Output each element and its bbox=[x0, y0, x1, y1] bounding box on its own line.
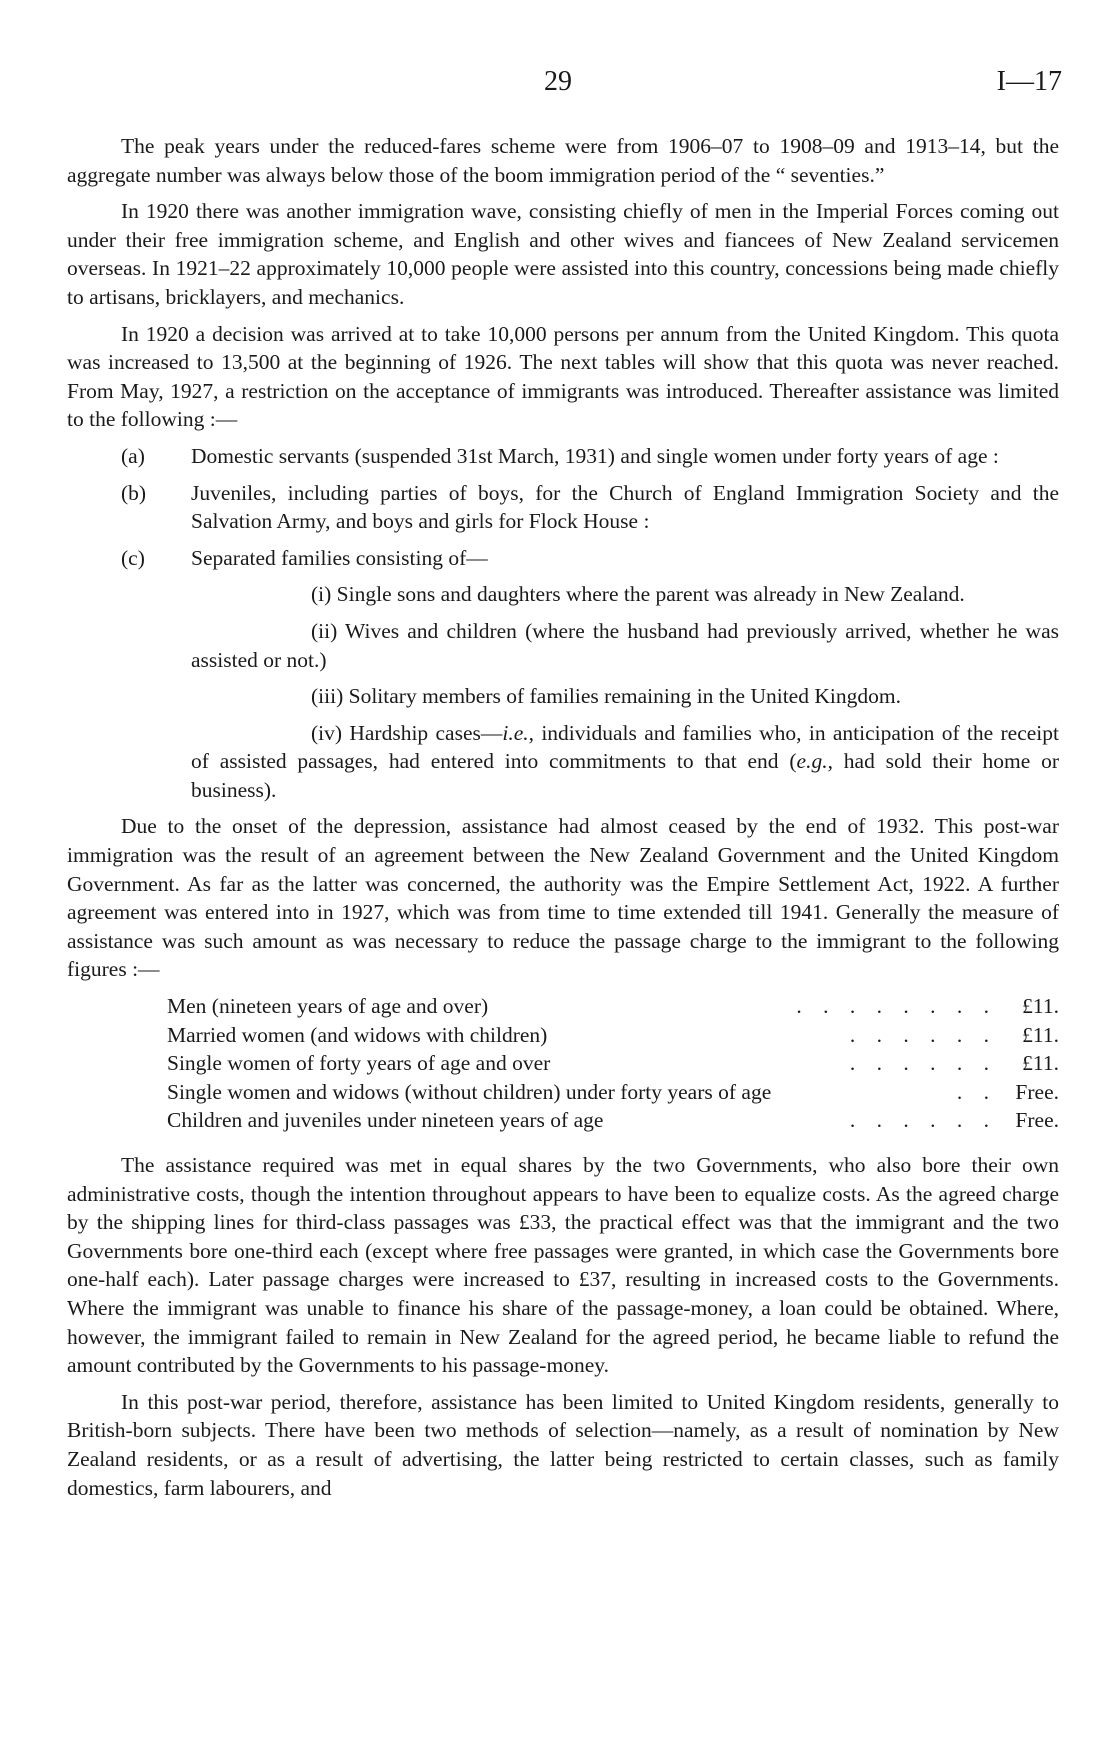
rate-description: Married women (and widows with children) bbox=[167, 1022, 548, 1047]
list-item-b bbox=[67, 479, 1059, 536]
paragraph-1920-wave: In 1920 there was another immigration wave, consisting chiefly of men in the Imperial Forces coming out under their free immigration scheme, and English and other wives and fiancees of New Zealand servicemen overseas. In 1921–22 approximately 10,000 people were assisted into this country, concessions being made chiefly to artisans, bricklayers, and mechanics. bbox=[67, 199, 1059, 309]
subitem-iv bbox=[67, 719, 1059, 805]
rate-amount: Free. bbox=[1015, 1079, 1059, 1104]
body-text bbox=[67, 132, 1059, 1510]
list-label: (a) bbox=[121, 443, 145, 468]
leader-dots: . . bbox=[956, 1079, 997, 1104]
rate-description: Children and juveniles under nineteen years of age bbox=[167, 1108, 604, 1133]
subitem-text: (iv) Hardship cases— bbox=[311, 720, 503, 745]
page-header bbox=[0, 66, 1114, 100]
rate-row bbox=[167, 1078, 1059, 1107]
rate-amount: Free. bbox=[1015, 1108, 1059, 1133]
rate-row bbox=[167, 1106, 1059, 1135]
rate-description: Single women and widows (without children) under forty years of age bbox=[167, 1079, 772, 1104]
list-label: (c) bbox=[121, 545, 145, 570]
paragraph-assistance-costs: The assistance required was met in equal shares by the two Governments, who also bore their own administrative costs, though the intention throughout appears to have been to equalize costs. As the agreed charge by the shipping lines for third-class passages was £33, the practical effect was that the immigrant and the two Governments bore one-third each (except where free passages were granted, in which case the Governments bore one-half each). Later passage charges were increased to £37, resulting in increased costs to the Governments. Where the immigrant was unable to finance his share of the passage-money, a loan could be obtained. Where, however, the immigrant failed to remain in New Zealand for the agreed period, he became liable to refund the amount contributed by the Governments to his passage-money. bbox=[67, 1153, 1059, 1378]
leader-dots: . . . . . . bbox=[849, 1108, 997, 1133]
page-number: 29 bbox=[544, 66, 572, 97]
leader-dots: . . . . . . . . bbox=[796, 994, 997, 1019]
rate-row bbox=[167, 1049, 1059, 1078]
rate-row bbox=[167, 1021, 1059, 1050]
paragraph-peak-years: The peak years under the reduced-fares scheme were from 1906–07 to 1908–09 and 1913–14, but the aggregate number was always below those of the boom immigration period of the “ seventies.” bbox=[67, 134, 1059, 187]
leader-dots: . . . . . . bbox=[849, 1022, 997, 1047]
leader-dots: . . . . . . bbox=[849, 1051, 997, 1076]
subitem-abbrev-ie: i.e. bbox=[502, 720, 529, 745]
rate-description: Men (nineteen years of age and over) bbox=[167, 994, 489, 1019]
paragraph-quota: In 1920 a decision was arrived at to take 10,000 persons per annum from the United Kingdom. This quota was increased to 13,500 at the beginning of 1926. The next tables will show that this quota was never reached. From May, 1927, a restriction on the acceptance of immigrants was introduced. Thereafter assistance was limited to the following :— bbox=[67, 321, 1059, 432]
rate-amount: £11. bbox=[1022, 1051, 1059, 1076]
passage-rates-table bbox=[167, 992, 1059, 1135]
rate-description: Single women of forty years of age and over bbox=[167, 1051, 551, 1076]
rate-amount: £11. bbox=[1022, 994, 1059, 1019]
list-item-text: Separated families consisting of— bbox=[191, 545, 488, 570]
paragraph-depression: Due to the onset of the depression, assistance had almost ceased by the end of 1932. This post-war immigration was the result of an agreement between the New Zealand Government and the United Kingdom Government. As far as the latter was concerned, the authority was the Empire Settlement Act, 1922. A further agreement was entered into in 1927, which was from time to time extended till 1941. Generally the measure of assistance was such amount as was necessary to reduce the passage charge to the immigrant to the following figures :— bbox=[67, 814, 1059, 982]
document-reference: I—17 bbox=[996, 66, 1062, 97]
subitem-abbrev-eg: e.g. bbox=[796, 749, 828, 774]
subitem-iii: (iii) Solitary members of families remaining in the United Kingdom. bbox=[311, 684, 901, 709]
list-item-c bbox=[67, 544, 1059, 573]
subitem-text: , individuals and families who, in anticipation of the receipt of assisted passages, had entered into commitments to that end ( bbox=[191, 720, 1059, 774]
rate-amount: £11. bbox=[1022, 1022, 1059, 1047]
subitem-text: , had sold their home or business). bbox=[191, 749, 1059, 802]
list-item-a bbox=[67, 442, 1059, 471]
list-item-text: Juveniles, including parties of boys, for the Church of England Immigration Society and the Salvation Army, and boys and girls for Flock House : bbox=[191, 480, 1059, 534]
list-item-text: Domestic servants (suspended 31st March, 1931) and single women under forty years of age : bbox=[191, 443, 999, 468]
rate-row bbox=[167, 992, 1059, 1021]
list-label: (b) bbox=[121, 480, 147, 505]
subitem-ii: (ii) Wives and children (where the husband had previously arrived, whether he was assisted or not.) bbox=[191, 618, 1059, 672]
subitem-i: (i) Single sons and daughters where the parent was already in New Zealand. bbox=[311, 582, 965, 607]
paragraph-selection-methods: In this post-war period, therefore, assistance has been limited to United Kingdom residents, generally to British-born subjects. There have been two methods of selection—namely, as a result of nomination by New Zealand residents, or as a result of advertising, the latter being restricted to certain classes, such as family domestics, farm labourers, and bbox=[67, 1389, 1059, 1500]
